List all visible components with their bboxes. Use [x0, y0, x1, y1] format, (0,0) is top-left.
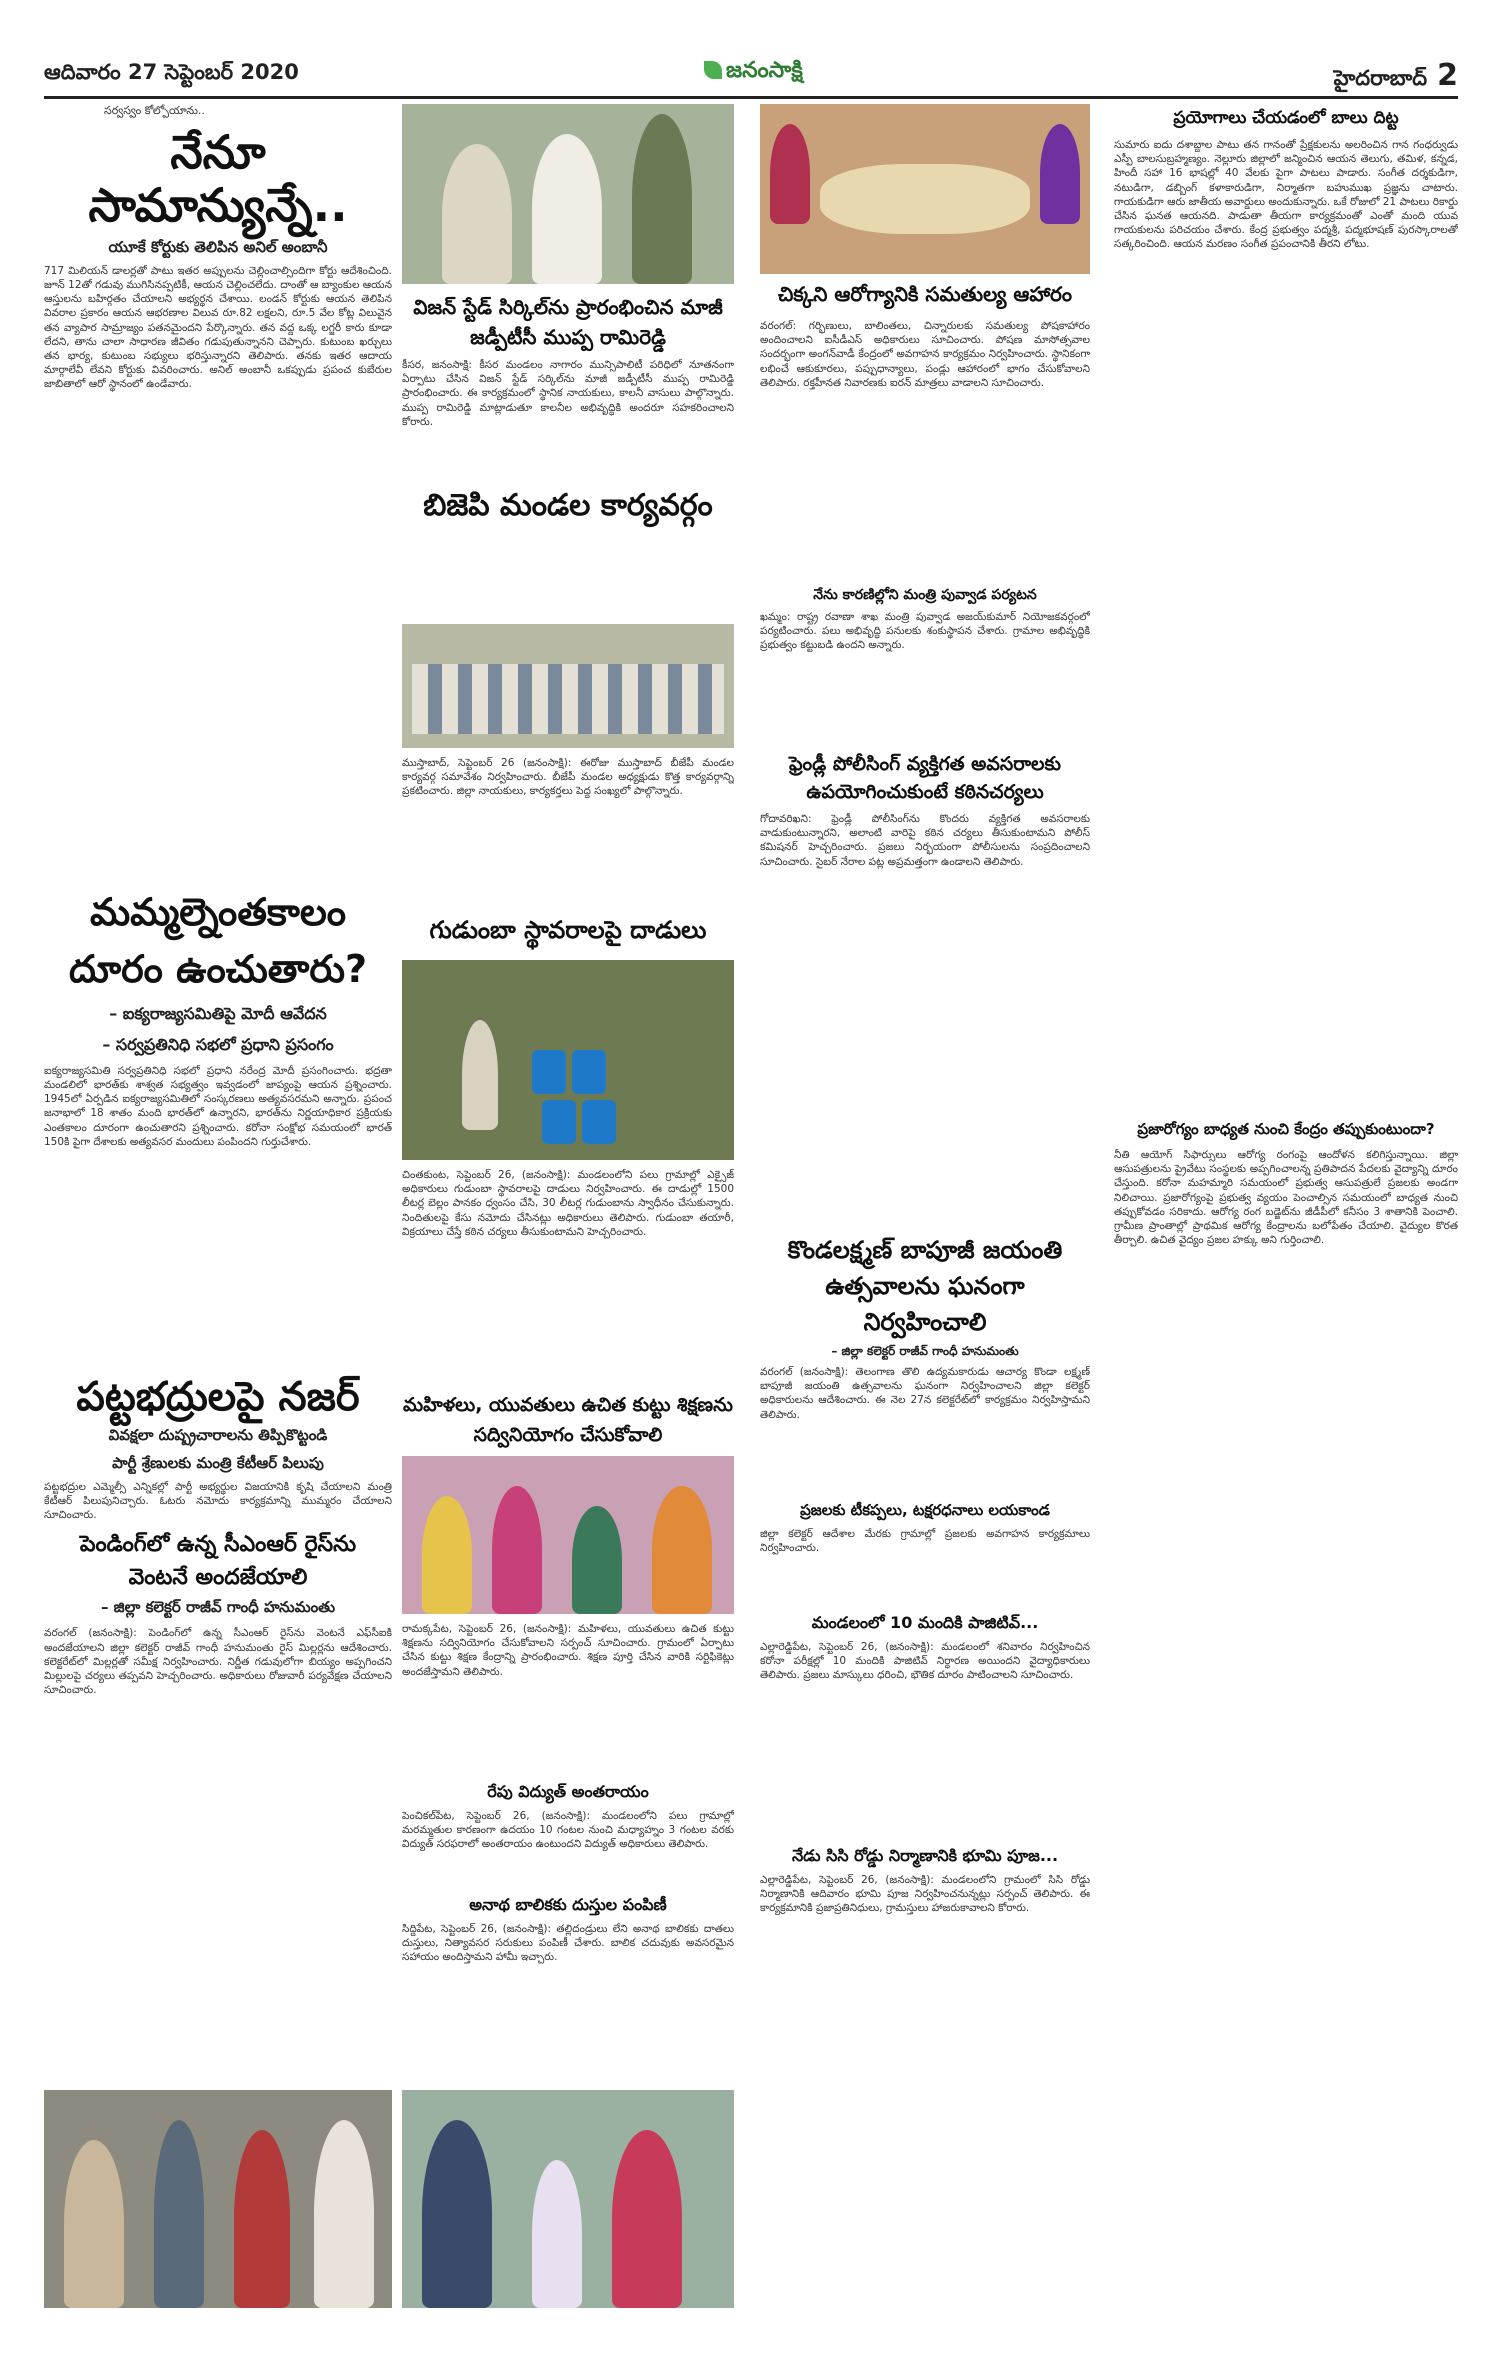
photo-bjp-meeting	[402, 624, 734, 748]
person-shape	[572, 1506, 622, 1614]
story-public-health: నీతి ఆయోగ్ సిఫార్సులు ఆరోగ్య రంగంపై ఆందోళన కలిగిస్తున్నాయి. జిల్లా ఆసుపత్రులను ప్రైవేటు సంస్థలకు అప్పగించాలన్న ప్రతిపాదన పేదలకు వైద్యాన్ని దూరం చేస్తుంది. కరోనా మహమ్మారి సమయంలో ప్రభుత్వ ఆసుపత్రులే ప్రజలకు అండగా నిలిచాయి. ప్రజారోగ్యంపై ప్రభుత్వ వ్యయం పెంచాల్సిన సమయంలో బాధ్యత నుంచి తప్పుకోవడం సరికాదు. ఆరోగ్య రంగ బడ్జెట్‌ను జీడీపీలో కనీసం 3 శాతానికి పెంచాలి. గ్రామీణ ప్రాంతాల్లో ప్రాథమిక ఆరోగ్య కేంద్రాలను బలోపేతం చేయాలి. వైద్యుల కొరత తీర్చాలి. ఉచిత వైద్యం ప్రజల హక్కు అని గుర్తించాలి.	[1114, 1149, 1458, 1247]
headline-graduates: పట్టభద్రులపై నజర్	[76, 1373, 360, 1420]
photo-rice-mill	[44, 2090, 392, 2308]
paper-name: జనంసాక్షి	[726, 58, 803, 83]
subhead-bapuji: – జిల్లా కలెక్టర్ రాజీవ్ గాంధీ హనుమంతు	[831, 1344, 1019, 1358]
story-anil: 717 మిలియన్ డాలర్లతో పాటు ఇతర అప్పులను చెల్లించాల్సిందిగా కోర్టు ఆదేశించింది. జూన్ 12తో గడువు ముగిసినప్పటికీ, ఆయన చెల్లించలేదు. దాంతో ఆ బ్యాంకుల ఆయన ఆస్తులను బహిర్గతం చేయాలని అభ్యర్థన చేశాయి. లండన్ కోర్టుకు ఆయన తెలిపిన వివరాల ప్రకారం ఆయన ఆభరణాల విలువ రూ.82 లక్షలని, రూ.5 వేల కోట్ల విలువైన తన వ్యాపార సామ్రాజ్యం పతనమైందని పేర్కొన్నారు. తన వద్ద ఒక్క లగ్జరీ కారు కూడా లేదని, తాను చాలా సాధారణ జీవితం గడుపుతున్నానని చెప్పారు. కుటుంబ ఖర్చులు తన భార్య, కుటుంబ సభ్యులు భరిస్తున్నారని తెలిపారు. తనకు ఇతర ఆదాయ మార్గాలేవీ లేవని కోర్టుకు వివరించారు. అనిల్ అంబానీ ఒకప్పుడు ప్రపంచ కుబేరుల జాబితాలో ఆరో స్థానంలో ఉండేవారు.	[44, 264, 392, 391]
subhead-anil: యూకే కోర్టుకు తెలిపిన అనిల్ అంబానీ	[108, 237, 328, 256]
story-bapuji: వరంగల్ (జనంసాక్షి): తెలంగాణ తొలి ఉద్యమకారుడు ఆచార్య కొండా లక్ష్మణ్ బాపూజీ జయంతి ఉత్సవాలను ఘనంగా నిర్వహించాలని జిల్లా కలెక్టర్ అధికారులను ఆదేశించారు. ఈ నెల 27న కలెక్టరేట్‌లో కార్యక్రమం నిర్వహిస్తామని తెలిపారు.	[760, 1366, 1090, 1421]
headline-tailoring: మహిళలు, యువతులు ఉచిత కుట్టు శిక్షణను సద్వినియోగం చేసుకోవాలి	[402, 1394, 734, 1446]
headline-cmr-2: వెంటనే అందజేయాలి	[128, 1565, 308, 1591]
headline-bjp: బిజెపి మండల కార్యవర్గం	[423, 488, 713, 523]
story-orphan: సిద్దిపేట, సెప్టెంబర్ 26, (జనంసాక్షి): తల్లిదండ్రులు లేని అనాథ బాలికకు దాతలు దుస్తులు, నిత్యావసర సరుకులు పంపిణీ చేశారు. బాలిక చదువుకు అవసరమైన సహాయం అందిస్తామని హామీ ఇచ్చారు.	[402, 1923, 734, 1964]
photo-gudumba	[402, 960, 734, 1160]
headline-vision-circle: విజన్ స్టేడ్ సిర్కిల్‌ను ప్రారంభించిన మాజీ జడ్పీటీసీ ముప్ప రామిరెడ్డి	[413, 295, 723, 349]
column-2b	[402, 756, 734, 950]
story-graduates: పట్టభద్రుల ఎమ్మెల్సీ ఎన్నికల్లో పార్టీ అభ్యర్థుల విజయానికి కృషి చేయాలని మంత్రి కేటీఆర్ పిలుపునిచ్చారు. ఓటరు నమోదు కార్యక్రమాన్ని ముమ్మరం చేయాలని సూచించారు.	[44, 1480, 392, 1522]
story-balu: సుమారు ఐదు దశాబ్దాల పాటు తన గానంతో ప్రేక్షకులను అలరించిన గాన గంధర్వుడు ఎస్పీ బాలసుబ్రహ్మణ్యం. నెల్లూరు జిల్లాలో జన్మించిన ఆయన తెలుగు, తమిళ, కన్నడ, హిందీ సహా 16 భాషల్లో 40 వేలకు పైగా పాటలు పాడారు. సంగీత దర్శకుడిగా, నటుడిగా, డబ్బింగ్ కళాకారుడిగా, నిర్మాతగా బహుముఖ ప్రజ్ఞను చాటారు. గాయకుడిగా ఆరు జాతీయ అవార్డులు అందుకున్నారు. ఒకే రోజులో 21 పాటలు రికార్డు చేసిన ఘనత ఆయనది. పాడుతా తీయగా కార్యక్రమంతో ఎంతో మంది యువ గాయకులను పరిచయం చేశారు. కేంద్ర ప్రభుత్వం పద్మశ్రీ, పద్మభూషణ్ పురస్కారాలతో సత్కరించింది. ఆయన మరణం సంగీత ప్రపంచానికి తీరని లోటు.	[1114, 139, 1458, 251]
headline-balu: ప్రయోగాలు చేయడంలో బాలు దిట్ట	[1173, 108, 1399, 128]
column-4	[1114, 108, 1458, 2188]
story-friendly-policing: గోదావరిఖని: ఫ్రెండ్లీ పోలీసింగ్‌ను కొందరు వ్యక్తిగత అవసరాలకు వాడుకుంటున్నారని, అలాంటి వారిపై కఠిన చర్యలు తీసుకుంటామని పోలీస్ కమిషనర్ హెచ్చరించారు. ప్రజలు నిర్భయంగా పోలీసులను సంప్రదించాలని సూచించారు. సైబర్ నేరాల పట్ల అప్రమత్తంగా ఉండాలని తెలిపారు.	[760, 813, 1090, 868]
person-shape	[1040, 124, 1080, 224]
column-2d	[402, 1622, 734, 2018]
column-1	[44, 104, 392, 1788]
headline-power-cut: రేపు విద్యుత్ అంతరాయం	[487, 1782, 649, 1801]
barrel-shape	[542, 1100, 576, 1144]
photo-inauguration	[402, 104, 734, 284]
person-shape	[532, 2160, 582, 2308]
subhead-graduates-2: పార్టీ శ్రేణులకు మంత్రి కేటీఆర్ పిలుపు	[112, 1453, 324, 1472]
photo-tailoring	[402, 1456, 734, 1614]
column-2c	[402, 1168, 734, 1450]
story-vision-circle: కీసర, జనంసాక్షి: కీసర మండలం నాగారం మున్సిపాలిటీ పరిధిలో నూతనంగా ఏర్పాటు చేసిన విజన్ స్టేడ్ సర్కిల్‌ను మాజీ జడ్పీటీసీ ముప్ప రామిరెడ్డి ప్రారంభించారు. ఈ కార్యక్రమంలో స్థానిక నాయకులు, కాలనీ వాసులు పాల్గొన్నారు. ముప్ప రామిరెడ్డి మాట్లాడుతూ కాలనీల అభివృద్ధికి అందరూ సహకరించాలని కోరారు.	[402, 359, 734, 428]
person-shape	[234, 2130, 290, 2308]
story-cmr: వరంగల్ (జనంసాక్షి): పెండింగ్‌లో ఉన్న సీఎంఆర్ రైస్‌ను వెంటనే ఎఫ్‌సీఐకి అందజేయాలని జిల్లా కలెక్టర్ రాజీవ్ గాంధీ హనుమంతు రైస్ మిల్లర్లను ఆదేశించారు. కలెక్టరేట్‌లో మిల్లర్లతో సమీక్ష నిర్వహించారు. నిర్ణీత గడువులోగా బియ్యం అప్పగించని మిల్లులపై చర్యలు తప్పవని హెచ్చరించారు. అధికారులు రోజువారీ పర్యవేక్షణ చేయాలని సూచించారు.	[44, 1627, 392, 1697]
photo-orphan	[402, 2090, 734, 2308]
person-shape	[154, 2120, 204, 2308]
person-shape	[462, 1020, 498, 1130]
person-shape	[64, 2140, 124, 2308]
person-shape	[422, 1496, 472, 1614]
headline-public-health: ప్రజారోగ్యం బాధ్యత నుంచి కేంద్రం తప్పుకుంటుందా?	[1137, 1120, 1435, 1138]
headline-anil: నేనూ సామాన్యున్నే..	[88, 125, 348, 232]
masthead-rule	[44, 96, 1458, 99]
person-shape	[442, 144, 512, 284]
barrel-shape	[572, 1050, 606, 1094]
story-power-cut: పెంచికల్‌పేట, సెప్టెంబర్ 26, (జనంసాక్షి): మండలంలోని పలు గ్రామాల్లో మరమ్మతుల కారణంగా ఉదయం 10 గంటల నుంచి మధ్యాహ్నం 3 గంటల వరకు విద్యుత్ సరఫరాలో అంతరాయం ఉంటుందని విద్యుత్ అధికారులు తెలిపారు.	[402, 1810, 734, 1851]
person-shape	[652, 1486, 712, 1614]
crowd-shape	[412, 664, 724, 734]
subhead-un-2: – సర్వప్రతినిధి సభలో ప్రధాని ప్రసంగం	[102, 1034, 334, 1054]
story-cc-road: ఎల్లారెడ్డిపేట, సెప్టెంబర్ 26, (జనంసాక్షి): మండలంలోని గ్రామంలో సిసి రోడ్డు నిర్మాణానికి ఆదివారం భూమి పూజ నిర్వహించనున్నట్లు సర్పంచ్ తెలిపారు. ఈ కార్యక్రమానికి ప్రజాప్రతినిధులు, గ్రామస్తులు హాజరుకావాలని కోరారు.	[760, 1874, 1090, 1915]
person-shape	[532, 134, 602, 284]
city-name: హైదరాబాద్	[1333, 66, 1428, 90]
story-awareness: జిల్లా కలెక్టర్ ఆదేశాల మేరకు గ్రామాల్లో ప్రజలకు అవగాహన కార్యక్రమాలు నిర్వహించారు.	[760, 1528, 1090, 1555]
headline-friendly-policing: ఫ్రెండ్లీ పోలీసింగ్ వ్యక్తిగత అవసరాలకు ఉపయోగించుకుంటే కఠినచర్యలు	[789, 753, 1061, 803]
story-kicker: సర్వస్వం కోల్పోయాను..	[104, 104, 205, 117]
column-2	[402, 292, 734, 530]
headline-nutrition: చిక్కని ఆరోగ్యానికి సమతుల్య ఆహారం	[777, 282, 1073, 306]
story-un: ఐక్యరాజ్యసమితి సర్వప్రతినిధి సభలో ప్రధాని నరేంద్ర మోదీ ప్రసంగించారు. భద్రతా మండలిలో భారత్‌కు శాశ్వత సభ్యత్వం ఇవ్వడంలో జాప్యంపై ఆయన ప్రశ్నించారు. 1945లో ఏర్పడిన ఐక్యరాజ్యసమితిలో సంస్కరణలు అత్యవసరమని అన్నారు. ప్రపంచ జనాభాలో 18 శాతం మంది భారత్‌లో ఉన్నారని, భారత్‌ను నిర్ణయాధికార ప్రక్రియకు ఎంతకాలం దూరంగా ఉంచుతారని ప్రశ్నించారు. కరోనా సంక్షోభ సమయంలో భారత్ 150కి పైగా దేశాలకు అత్యవసర మందులు పంపిందని గుర్తుచేశారు.	[44, 1064, 392, 1148]
story-gudumba: చింతకుంట, సెప్టెంబర్ 26, (జనంసాక్షి): మండలంలోని పలు గ్రామాల్లో ఎక్సైజ్ అధికారులు గుడుంబా స్థావరాలపై దాడులు నిర్వహించారు. ఈ దాడుల్లో 1500 లీటర్ల బెల్లం పానకం ధ్వంసం చేసి, 30 లీటర్ల గుడుంబాను స్వాధీనం చేసుకున్నారు. నిందితులపై కేసు నమోదు చేసినట్లు అధికారులు తెలిపారు. గుడుంబా తయారీ, విక్రయాలు చేస్తే కఠిన చర్యలు తీసుకుంటామని హెచ్చరించారు.	[402, 1169, 734, 1238]
page-number: 2	[1437, 58, 1458, 93]
column-3	[760, 282, 1090, 2073]
headline-covid: మండలంలో 10 మందికి పాజిటివ్...	[811, 1613, 1039, 1632]
person-shape	[770, 124, 810, 224]
story-nutrition: వరంగల్: గర్భిణులు, బాలింతలు, చిన్నారులకు సమతుల్య పోషకాహారం అందించాలని ఐసీడీఎస్ అధికారులు సూచించారు. పోషణ మాసోత్సవాల సందర్భంగా అంగన్‌వాడీ కేంద్రంలో అవగాహన కార్యక్రమం నిర్వహించారు. స్థానికంగా లభించే ఆకుకూరలు, పప్పుధాన్యాలు, పండ్లు ఆహారంలో భాగం చేసుకోవాలని తెలిపారు. రక్తహీనత నివారణకు ఐరన్ మాత్రలు వాడాలని సూచించారు.	[760, 320, 1090, 389]
issue-date: ఆదివారం 27 సెప్టెంబర్ 2020	[44, 60, 299, 84]
person-shape	[612, 2130, 682, 2308]
person-shape	[632, 114, 692, 284]
subhead-cmr: – జిల్లా కలెక్టర్ రాజీవ్ గాంధీ హనుమంతు	[100, 1598, 336, 1617]
headline-cc-road: నేడు సిసి రోడ్డు నిర్మాణానికి భూమి పూజ...	[791, 1846, 1059, 1865]
headline-gudumba: గుడుంబా స్థావరాలపై దాడులు	[429, 916, 707, 944]
headline-cmr-1: పెండింగ్‌లో ఉన్న సీఎంఆర్ రైస్‌ను	[79, 1531, 357, 1557]
story-minister-visit: ఖమ్మం: రాష్ట్ర రవాణా శాఖ మంత్రి పువ్వాడ అజయ్‌కుమార్ నియోజకవర్గంలో పర్యటించారు. పలు అభివృద్ధి పనులకు శంకుస్థాపన చేశారు. గ్రామాల అభివృద్ధికి ప్రభుత్వం కట్టుబడి ఉందని అన్నారు.	[760, 611, 1090, 652]
leaf-icon	[704, 61, 722, 79]
paper-logo	[704, 58, 803, 88]
headline-minister-visit: నేను కారణిల్లోని మంత్రి పువ్వాడ పర్యటన	[813, 587, 1037, 603]
subhead-un-1: – ఐక్యరాజ్యసమితిపై మోదీ ఆవేదన	[109, 1003, 327, 1023]
food-display-shape	[820, 164, 1030, 234]
headline-orphan: అనాథ బాలికకు దుస్తుల పంపిణీ	[469, 1895, 667, 1914]
headline-un: మమ్మల్నెంతకాలం దూరం ఉంచుతారు?	[68, 889, 368, 991]
person-shape	[492, 1486, 542, 1614]
person-shape	[314, 2120, 374, 2308]
story-covid: ఎల్లారెడ్డిపేట, సెప్టెంబర్ 26, (జనంసాక్షి): మండలంలో శనివారం నిర్వహించిన కరోనా పరీక్షల్లో 10 మందికి పాజిటివ్ నిర్ధారణ అయిందని వైద్యాధికారులు తెలిపారు. ప్రజలు మాస్కులు ధరించి, భౌతిక దూరం పాటించాలని సూచించారు.	[760, 1641, 1090, 1682]
barrel-shape	[532, 1050, 566, 1094]
masthead	[44, 58, 1458, 94]
headline-awareness: ప్రజలకు టీకప్పలు, టక్షరధనాలు లయకాండ	[800, 1501, 1050, 1519]
person-shape	[422, 2120, 492, 2308]
story-tailoring: రామక్కపేట, సెప్టెంబర్ 26, (జనంసాక్షి): మహిళలు, యువతులు ఉచిత కుట్టు శిక్షణను సద్వినియోగం చేసుకోవాలని సర్పంచ్ సూచించారు. గ్రామంలో ఏర్పాటు చేసిన కుట్టు శిక్షణ కేంద్రాన్ని ప్రారంభించారు. శిక్షణ పూర్తి చేసిన వారికి సర్టిఫికెట్లు అందజేస్తామని తెలిపారు.	[402, 1623, 734, 1678]
headline-bapuji: కొండలక్ష్మణ్ బాపూజీ జయంతి ఉత్సవాలను ఘనంగా నిర్వహించాలి	[787, 1236, 1063, 1336]
photo-nutrition	[760, 104, 1090, 274]
edition	[1334, 58, 1458, 96]
subhead-graduates-1: వివక్షలా దుష్ప్రచారాలను తిప్పికొట్టండి	[108, 1425, 328, 1444]
barrel-shape	[582, 1100, 616, 1144]
story-bjp: ముస్తాబాద్, సెప్టెంబర్ 26 (జనంసాక్షి): ఈరోజు ముస్తాబాద్ బీజేపీ మండల కార్యవర్గ సమావేశం నిర్వహించారు. బీజేపీ మండల అధ్యక్షుడు కొత్త కార్యవర్గాన్ని ప్రకటించారు. జిల్లా నాయకులు, కార్యకర్తలు పెద్ద సంఖ్యలో పాల్గొన్నారు.	[402, 757, 734, 798]
